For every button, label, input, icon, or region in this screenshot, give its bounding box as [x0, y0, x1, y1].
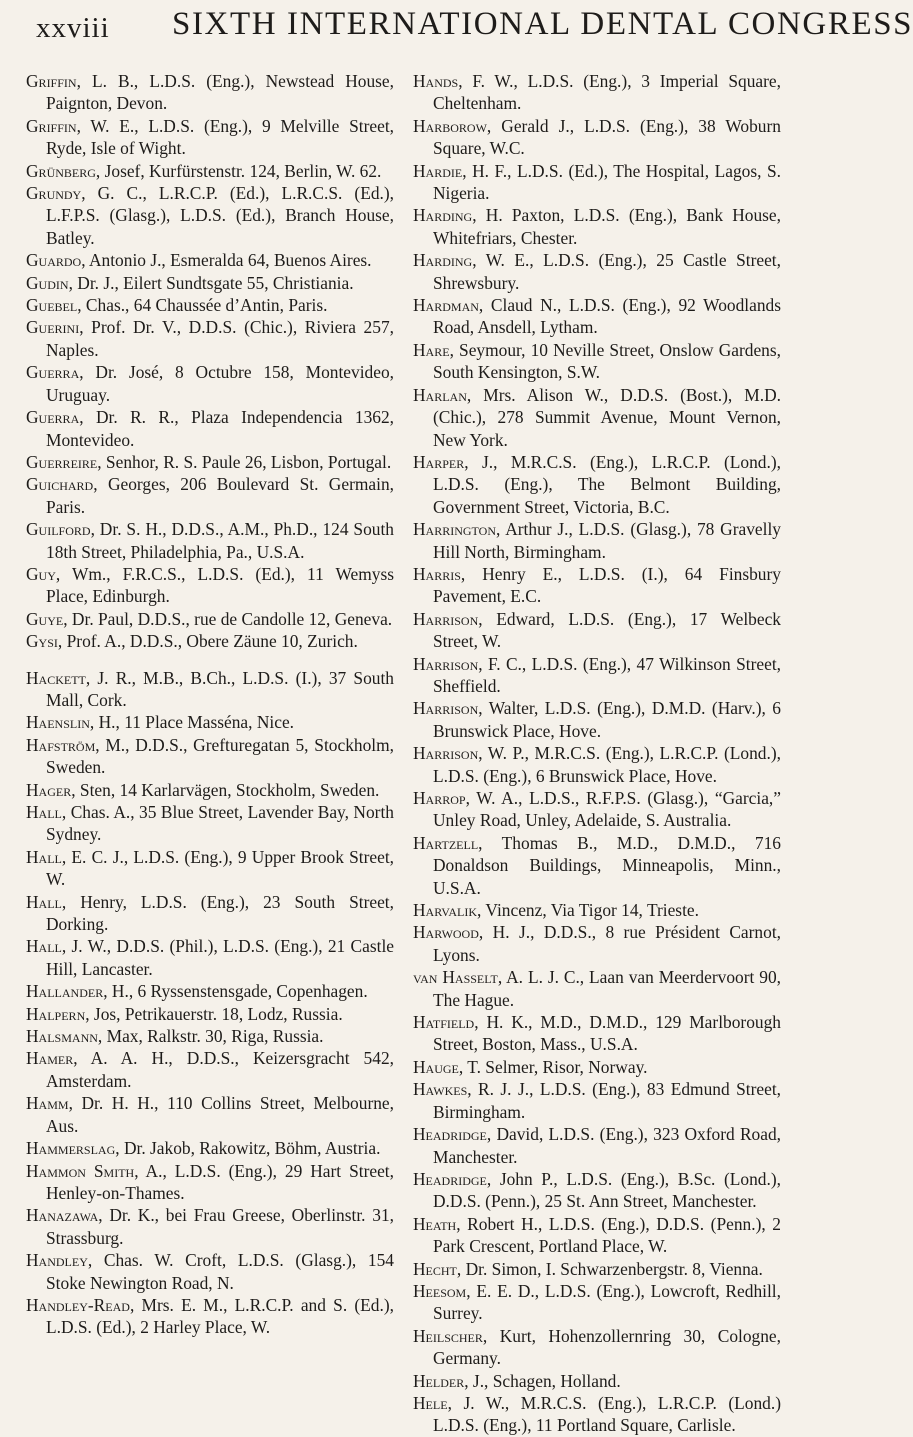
- entry-details: , H. K., M.D., D.M.D., 129 Marlborough Street, Boston, Mass., U.S.A.: [433, 1012, 781, 1055]
- directory-entry: [26, 1025, 394, 1047]
- directory-entry: [413, 249, 781, 294]
- entry-surname: Guy: [26, 563, 56, 584]
- directory-entry: [26, 406, 394, 451]
- entry-surname: Hardman: [413, 295, 479, 316]
- directory-entry: [26, 608, 394, 630]
- directory-entry: [413, 1325, 781, 1370]
- entry-surname: Hall: [26, 802, 62, 822]
- entry-details: , Mrs. E. M., L.R.C.P. and S. (Ed.), L.D.S. (Ed.), 2 Harley Place, W.: [46, 1294, 394, 1338]
- directory-entry: [413, 518, 781, 563]
- entry-details: , A. L. J. C., Laan van Meerdervoort 90, The Hague.: [433, 967, 781, 1010]
- right-column: [413, 70, 781, 1437]
- directory-entry: [413, 1168, 781, 1213]
- directory-entry: [26, 1204, 394, 1249]
- entry-details: , J., M.R.C.S. (Eng.), L.R.C.P. (Lond.), L.D.S. (Eng.), The Belmont Building, Government Street, Victoria, B.C.: [433, 451, 781, 517]
- entry-details: , J. W., M.R.C.S. (Eng.), L.R.C.P. (Lond.) L.D.S. (Eng.), 11 Portland Square, Carlisle.: [433, 1392, 781, 1436]
- entry-surname: Guerra: [26, 407, 80, 428]
- directory-entry: [413, 1011, 781, 1056]
- entry-surname: Harvalik: [413, 900, 478, 921]
- entry-details: , Dr. H. H., 110 Collins Street, Melbourne, Aus.: [46, 1093, 394, 1136]
- entry-surname: Hare: [413, 339, 450, 360]
- entry-surname: Hardie: [413, 160, 463, 181]
- entry-details: , Dr. R. R., Plaza Independencia 1362, Montevideo.: [46, 407, 394, 450]
- directory-entry: [26, 846, 394, 891]
- directory-entry: [26, 115, 394, 160]
- entry-surname: Gysi: [26, 631, 58, 652]
- entry-surname: Hall: [26, 936, 62, 957]
- entry-surname: Hands: [413, 71, 459, 91]
- entry-surname: Harrington: [413, 519, 497, 540]
- entry-details: , Dr. José, 8 Octubre 158, Montevideo, Uruguay.: [46, 362, 394, 405]
- entry-surname: Helder: [413, 1370, 465, 1391]
- entry-surname: Hamm: [26, 1093, 69, 1114]
- entry-details: , H., 6 Ryssenstensgade, Copenhagen.: [103, 981, 368, 1002]
- left-column: [26, 70, 394, 1339]
- entry-surname: Grundy: [26, 183, 82, 204]
- directory-entry: [26, 980, 394, 1002]
- entry-surname: Hafström: [26, 734, 96, 755]
- entry-surname: Halsmann: [26, 1026, 98, 1047]
- entry-details: , Arthur J., L.D.S. (Glasg.), 78 Gravelly Hill North, Birmingham.: [433, 519, 781, 562]
- entry-details: , H. Paxton, L.D.S. (Eng.), Bank House, Whitefriars, Chester.: [433, 205, 781, 248]
- page-number: xxviii: [36, 12, 110, 44]
- entry-details: , E. E. D., L.D.S. (Eng.), Lowcroft, Redhill, Surrey.: [433, 1280, 781, 1324]
- entry-details: , Chas., 64 Chaussée d’Antin, Paris.: [77, 295, 328, 316]
- entry-surname: Hecht: [413, 1258, 457, 1279]
- entry-details: , H. J., D.D.S., 8 rue Président Carnot, Lyons.: [433, 922, 781, 965]
- directory-entry: [26, 316, 394, 361]
- directory-entry: [413, 787, 781, 832]
- directory-entry: [26, 779, 394, 801]
- entry-surname: Heath: [413, 1213, 457, 1234]
- entry-details: , Mrs. Alison W., D.D.S. (Bost.), M.D. (Chic.), 278 Summit Avenue, Mount Vernon, New York.: [433, 384, 781, 450]
- entry-details: , Seymour, 10 Neville Street, Onslow Gardens, South Kensington, S.W.: [433, 339, 781, 383]
- entry-surname: Hall: [26, 846, 62, 867]
- entry-surname: Guilford: [26, 519, 91, 540]
- entry-details: , Dr. Jakob, Rakowitz, Böhm, Austria.: [115, 1138, 381, 1159]
- directory-entry: [26, 734, 394, 779]
- entry-surname: Harper: [413, 451, 465, 472]
- entry-surname: Harding: [413, 205, 473, 226]
- entry-details: , Prof. Dr. V., D.D.S. (Chic.), Riviera 257, Naples.: [46, 317, 394, 360]
- entry-details: , Wm., F.R.C.S., L.D.S. (Ed.), 11 Wemyss Place, Edinburgh.: [46, 563, 394, 607]
- entry-details: , Dr. Simon, I. Schwarzenbergstr. 8, Vienna.: [456, 1258, 763, 1279]
- entry-details: , Dr. K., bei Frau Greese, Oberlinstr. 31, Strassburg.: [46, 1205, 394, 1248]
- entry-surname: Guye: [26, 608, 64, 629]
- entry-surname: Headridge: [413, 1168, 487, 1189]
- directory-entry: [26, 182, 394, 249]
- entry-surname: Harrop: [413, 788, 466, 808]
- entry-details: , J., Schagen, Holland.: [464, 1370, 621, 1391]
- directory-entry: [26, 667, 394, 712]
- entry-details: , Claud N., L.D.S. (Eng.), 92 Woodlands Road, Ansdell, Lytham.: [433, 295, 781, 338]
- directory-entry: [26, 891, 394, 936]
- entry-surname: Guardo: [26, 250, 82, 271]
- directory-entry: [26, 630, 394, 652]
- entry-details: , F. C., L.D.S. (Eng.), 47 Wilkinson Street, Sheffield.: [433, 653, 781, 696]
- entry-surname: Hackett: [26, 667, 86, 688]
- entry-details: , Max, Ralkstr. 30, Riga, Russia.: [97, 1026, 324, 1047]
- directory-entry: [26, 272, 394, 294]
- entry-surname: Hager: [26, 779, 72, 800]
- directory-entry: [413, 294, 781, 339]
- directory-entry: [413, 921, 781, 966]
- page-header: [0, 6, 913, 58]
- directory-entry: [413, 1213, 781, 1258]
- entry-surname: Griffin: [26, 115, 77, 136]
- directory-entry: [26, 294, 394, 316]
- entry-details: , F. W., L.D.S. (Eng.), 3 Imperial Square, Cheltenham.: [433, 71, 781, 114]
- directory-entry: [26, 473, 394, 518]
- directory-entry: [26, 249, 394, 271]
- directory-entry: [26, 935, 394, 980]
- entry-details: , Henry E., L.D.S. (I.), 64 Finsbury Pavement, E.C.: [433, 563, 781, 607]
- directory-entry: [26, 70, 394, 115]
- entry-details: , Vincenz, Via Tigor 14, Trieste.: [477, 900, 699, 921]
- entry-surname: Headridge: [413, 1124, 487, 1145]
- entry-surname: Hauge: [413, 1056, 459, 1077]
- directory-entry: [413, 384, 781, 451]
- entry-details: , A., L.D.S. (Eng.), 29 Hart Street, Henley-on-Thames.: [46, 1160, 394, 1203]
- entry-surname: Hawkes: [413, 1079, 468, 1100]
- entry-surname: Griffin: [26, 71, 77, 91]
- entry-surname: Hallander: [26, 981, 104, 1002]
- running-title: SIXTH INTERNATIONAL DENTAL CONGRESS: [172, 6, 913, 42]
- entry-details: , L. B., L.D.S. (Eng.), Newstead House, Paignton, Devon.: [46, 71, 394, 114]
- directory-entry: [413, 1078, 781, 1123]
- directory-entry: [413, 70, 781, 115]
- directory-entry: [413, 899, 781, 921]
- directory-entry: [26, 563, 394, 608]
- entry-surname: Hartzell: [413, 832, 479, 853]
- directory-entry: [413, 653, 781, 698]
- entry-details: , G. C., L.R.C.P. (Ed.), L.R.C.S. (Ed.), L.F.P.S. (Glasg.), L.D.S. (Ed.), Branch House, Batley.: [46, 183, 394, 248]
- entry-surname: Handley-Read: [26, 1294, 130, 1315]
- entry-details: , Josef, Kurfürstenstr. 124, Berlin, W. 62.: [95, 160, 382, 181]
- directory-entry: [413, 742, 781, 787]
- directory-entry: [413, 563, 781, 608]
- entry-details: , Gerald J., L.D.S. (Eng.), 38 Woburn Square, W.C.: [433, 115, 781, 159]
- entry-surname: Harrison: [413, 653, 479, 674]
- entry-details: , Thomas B., M.D., D.M.D., 716 Donaldson Buildings, Minneapolis, Minn., U.S.A.: [433, 832, 781, 898]
- entry-surname: Hatfield: [413, 1012, 475, 1033]
- entry-details: , J. W., D.D.S. (Phil.), L.D.S. (Eng.), 21 Castle Hill, Lancaster.: [46, 936, 394, 979]
- directory-entry: [413, 608, 781, 653]
- directory-entry: [26, 1160, 394, 1205]
- directory-entry: [413, 1280, 781, 1325]
- entry-details: , Dr. S. H., D.D.S., A.M., Ph.D., 124 South 18th Street, Philadelphia, Pa., U.S.A.: [46, 519, 394, 562]
- entry-surname: Harwood: [413, 922, 479, 943]
- entry-details: , W. A., L.D.S., R.F.P.S. (Glasg.), “Garcia,” Unley Road, Unley, Adelaide, S. Australia.: [433, 788, 781, 831]
- entry-surname: Guerreire: [26, 451, 98, 472]
- entry-surname: Halpern: [26, 1003, 86, 1024]
- directory-entry: [413, 1056, 781, 1078]
- entry-surname: Heesom: [413, 1280, 467, 1301]
- directory-entry: [26, 451, 394, 473]
- entry-surname: Guichard: [26, 474, 94, 495]
- entry-details: , Edward, L.D.S. (Eng.), 17 Welbeck Street, W.: [433, 608, 781, 652]
- entry-details: , Kurt, Hohenzollernring 30, Cologne, Germany.: [433, 1325, 781, 1369]
- entry-surname: Harborow: [413, 115, 487, 136]
- directory-entry: [413, 204, 781, 249]
- entry-details: , E. C. J., L.D.S. (Eng.), 9 Upper Brook Street, W.: [46, 846, 394, 890]
- entry-details: , H. F., L.D.S. (Ed.), The Hospital, Lagos, S. Nigeria.: [433, 160, 781, 204]
- directory-entry: [26, 160, 394, 182]
- entry-surname: Harlan: [413, 384, 467, 405]
- entry-details: , Sten, 14 Karlarvägen, Stockholm, Sweden.: [71, 779, 380, 800]
- entry-surname: Hanazawa: [26, 1205, 99, 1226]
- directory-entry: [413, 1370, 781, 1392]
- entry-surname: Harrison: [413, 698, 479, 719]
- directory-entry: [26, 1047, 394, 1092]
- directory-entry: [413, 1123, 781, 1168]
- entry-details: , Dr. J., Eilert Sundtsgate 55, Christiania.: [68, 272, 354, 293]
- entry-surname: van Hasselt: [413, 967, 498, 988]
- directory-entry: [26, 518, 394, 563]
- entry-surname: Guerra: [26, 362, 80, 383]
- entry-details: , W. E., L.D.S. (Eng.), 25 Castle Street, Shrewsbury.: [433, 250, 781, 293]
- entry-details: , M., D.D.S., Grefturegatan 5, Stockholm, Sweden.: [46, 734, 394, 778]
- entry-surname: Harding: [413, 250, 473, 271]
- entry-surname: Handley: [26, 1250, 88, 1271]
- directory-entry: [26, 801, 394, 846]
- entry-details: , Robert H., L.D.S. (Eng.), D.D.S. (Penn.), 2 Park Crescent, Portland Place, W.: [433, 1213, 781, 1257]
- entry-surname: Guebel: [26, 295, 78, 316]
- directory-entry: [26, 1092, 394, 1137]
- directory-entry: [413, 832, 781, 899]
- entry-surname: Hammon Smith: [26, 1160, 135, 1181]
- entry-details: , Chas. W. Croft, L.D.S. (Glasg.), 154 Stoke Newington Road, N.: [46, 1250, 394, 1293]
- entry-details: , Antonio J., Esmeralda 64, Buenos Aires.: [81, 250, 372, 271]
- directory-entry: [26, 361, 394, 406]
- entry-details: , David, L.D.S. (Eng.), 323 Oxford Road, Manchester.: [433, 1124, 781, 1167]
- directory-entry: [26, 1294, 394, 1339]
- entry-surname: Hammerslag: [26, 1138, 116, 1159]
- directory-entry: [413, 115, 781, 160]
- entry-details: , Georges, 206 Boulevard St. Germain, Paris.: [46, 474, 394, 517]
- entry-surname: Heilscher: [413, 1325, 483, 1346]
- entry-details: , W. E., L.D.S. (Eng.), 9 Melville Street, Ryde, Isle of Wight.: [46, 115, 394, 159]
- entry-details: , Walter, L.D.S. (Eng.), D.M.D. (Harv.), 6 Brunswick Place, Hove.: [433, 698, 781, 741]
- entry-surname: Grünberg: [26, 160, 96, 181]
- entry-surname: Hamer: [26, 1048, 74, 1069]
- entry-details: , Prof. A., D.D.S., Obere Zäune 10, Zurich.: [57, 631, 358, 652]
- directory-entry: [413, 339, 781, 384]
- entry-surname: Harris: [413, 563, 461, 584]
- entry-details: , Senhor, R. S. Paule 26, Lisbon, Portugal.: [97, 451, 392, 472]
- directory-entry: [26, 1003, 394, 1025]
- directory-entry: [413, 451, 781, 518]
- entry-surname: Harrison: [413, 608, 479, 629]
- entry-surname: Hall: [26, 891, 62, 912]
- entry-details: , John P., L.D.S. (Eng.), B.Sc. (Lond.), D.D.S. (Penn.), 25 St. Ann Street, Manchester.: [433, 1168, 781, 1212]
- directory-entry: [413, 697, 781, 742]
- directory-entry: [413, 1258, 781, 1280]
- entry-surname: Hele: [413, 1392, 448, 1413]
- directory-entry: [413, 1392, 781, 1437]
- entry-details: , Dr. Paul, D.D.S., rue de Candolle 12, Geneva.: [63, 608, 393, 629]
- entry-details: , J. R., M.B., B.Ch., L.D.S. (I.), 37 South Mall, Cork.: [46, 667, 394, 710]
- entry-surname: Haenslin: [26, 712, 90, 733]
- entry-surname: Gudin: [26, 272, 69, 293]
- entry-details: , A. A. H., D.D.S., Keizersgracht 542, Amsterdam.: [46, 1048, 394, 1091]
- entry-surname: Harrison: [413, 743, 479, 764]
- directory-entry: [26, 711, 394, 733]
- directory-entry: [413, 160, 781, 205]
- directory-entry: [26, 1137, 394, 1159]
- directory-entry: [26, 1249, 394, 1294]
- entry-details: , H., 11 Place Masséna, Nice.: [89, 712, 295, 733]
- entry-surname: Guerini: [26, 317, 80, 338]
- entry-details: , Henry, L.D.S. (Eng.), 23 South Street, Dorking.: [46, 891, 394, 935]
- entry-details: , R. J. J., L.D.S. (Eng.), 83 Edmund Street, Birmingham.: [433, 1079, 781, 1122]
- entry-details: , W. P., M.R.C.S. (Eng.), L.R.C.P. (Lond.), L.D.S. (Eng.), 6 Brunswick Place, Hove.: [433, 743, 781, 786]
- entry-details: , T. Selmer, Risor, Norway.: [458, 1056, 648, 1077]
- entry-details: , Chas. A., 35 Blue Street, Lavender Bay, North Sydney.: [46, 802, 394, 845]
- directory-entry: [413, 966, 781, 1011]
- entry-details: , Jos, Petrikauerstr. 18, Lodz, Russia.: [85, 1003, 343, 1024]
